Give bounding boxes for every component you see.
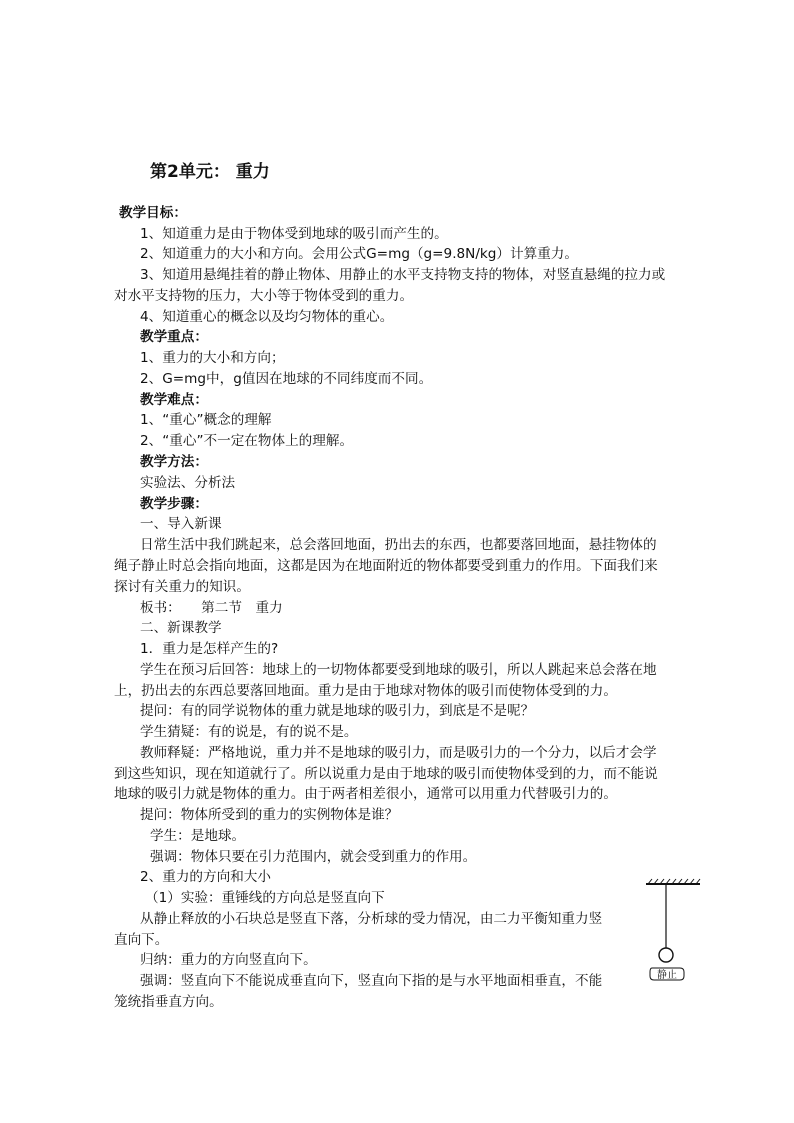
paragraph-line: 提问：有的同学说物体的重力就是地球的吸引力，到底是不是呢？ [140,703,535,719]
paragraph-line: 学生在预习后回答：地球上的一切物体都要受到地球的吸引，所以人跳起来总会落在地 [140,662,657,678]
heading-methods: 教学方法： [140,454,208,470]
paragraph-line: 强调：竖直向下不能说成垂直向下，竖直向下指的是与水平地面相垂直，不能 [140,973,603,989]
paragraph-line: 二、新课教学 [140,620,222,636]
plumb-line-figure [640,878,710,984]
bob-ball [659,948,673,962]
paragraph-line: 2、知道重力的大小和方向。会用公式G=mg（g=9.8N/kg）计算重力。 [140,246,578,262]
paragraph-line: 一、导入新课 [140,516,222,532]
paragraph-line: 归纳：重力的方向竖直向下。 [140,952,317,968]
paragraph-line: 对水平支持物的压力，大小等于物体受到的重力。 [114,288,414,304]
paragraph-line: 地球的吸引力就是物体的重力。由于两者相差很小，通常可以用重力代替吸引力的。 [114,786,617,802]
heading-key-points: 教学重点： [140,329,208,345]
paragraph-line: 学生猜疑：有的说是，有的说不是。 [140,724,358,740]
paragraph-line: 1、知道重力是由于物体受到地球的吸引而产生的。 [140,226,448,242]
paragraph-line: 1、“重心”概念的理解 [140,412,272,428]
paragraph-line: 强调：物体只要在引力范围内，就会受到重力的作用。 [150,849,477,865]
paragraph-line: 日常生活中我们跳起来，总会落回地面，扔出去的东西，也都要落回地面，悬挂物体的 [140,537,657,553]
paragraph-line: 绳子静止时总会指向地面，这都是因为在地面附近的物体都要受到重力的作用。下面我们来 [114,558,658,574]
heading-steps: 教学步骤： [140,496,208,512]
paragraph-line: 2、G=mg中，g值因在地球的不同纬度而不同。 [140,371,433,387]
heading-objectives: 教学目标： [119,205,187,221]
paragraph-line: 4、知道重心的概念以及均匀物体的重心。 [140,309,394,325]
paragraph-line: 1、重力的大小和方向； [140,350,285,366]
paragraph-line: 提问：物体所受到的重力的实例物体是谁？ [140,807,399,823]
paragraph-line: 2、“重心”不一定在物体上的理解。 [140,433,354,449]
paragraph-line: 探讨有关重力的知识。 [114,579,250,595]
paragraph-line: 上，扔出去的东西总要落回地面。重力是由于地球对物体的吸引而使物体受到的力。 [114,683,617,699]
paragraph-line: 从静止释放的小石块总是竖直下落，分析球的受力情况，由二力平衡知重力竖 [140,911,603,927]
figure-label: 静止 [657,970,677,981]
paragraph-line: 学生：是地球。 [150,828,246,844]
paragraph-line: 实验法、分析法 [140,475,236,491]
paragraph-line: 板书： 第二节 重力 [140,600,283,616]
paragraph-line: 2、重力的方向和大小 [140,869,271,885]
heading-difficulties: 教学难点： [140,392,208,408]
paragraph-line: 3、知道用悬绳挂着的静止物体、用静止的水平支持物支持的物体，对竖直悬绳的拉力或 [140,267,666,283]
paragraph-line: 直向下。 [114,932,169,948]
page-title: 第2单元： 重力 [150,162,270,182]
paragraph-line: （1）实验：重锤线的方向总是竖直向下 [145,890,385,906]
paragraph-line: 教师释疑：严格地说，重力并不是地球的吸引力，而是吸引力的一个分力，以后才会学 [140,745,657,761]
paragraph-line: 1．重力是怎样产生的? [140,641,279,657]
paragraph-line: 到这些知识，现在知道就行了。所以说重力是由于地球的吸引而使物体受到的力，而不能说 [114,766,658,782]
paragraph-line: 笼统指垂直方向。 [114,994,223,1010]
plumb-line-diagram [640,878,710,984]
